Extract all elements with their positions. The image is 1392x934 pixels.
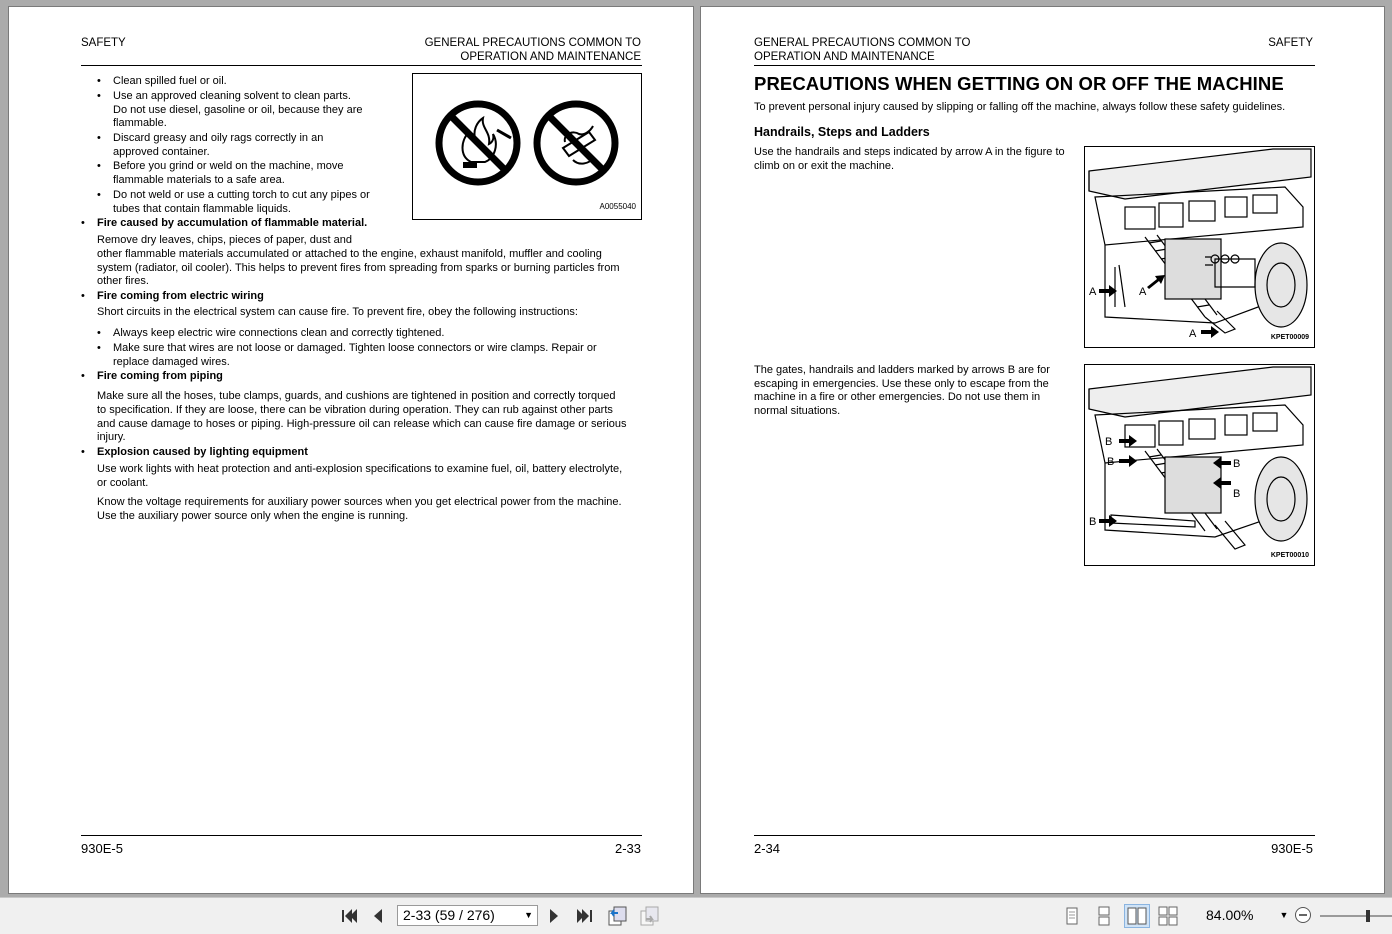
- next-view-icon[interactable]: [638, 905, 660, 927]
- page-title: PRECAUTIONS WHEN GETTING ON OR OFF THE MACHINE: [754, 73, 1284, 94]
- page-header-left: SAFETY: [81, 37, 126, 49]
- ladder-figure-b: [1084, 364, 1315, 566]
- paragraph-line: system (radiator, oil cooler). This helps to prevent fires from spreading from sparks or burning particles from: [97, 261, 620, 274]
- paragraph-line: other fires.: [97, 275, 149, 287]
- header-rule: [754, 65, 1315, 66]
- footer-page-number: 2-34: [754, 841, 781, 856]
- zoom-slider[interactable]: [1318, 907, 1392, 925]
- list-item: Do not use diesel, gasoline or oil, because they are: [113, 103, 363, 116]
- paragraph-line: machine in a fire or other emergencies. Do not use them in: [754, 391, 1041, 403]
- bullet: •: [97, 90, 101, 102]
- paragraph-line: Make sure all the hoses, tube clamps, guards, and cushions are tightened in position and correctly torqued: [97, 390, 616, 402]
- figure-code: KPET00010: [1270, 552, 1309, 559]
- list-item: Always keep electric wire connections clean and correctly tightened.: [113, 327, 445, 339]
- arrow-label: B: [1233, 458, 1241, 470]
- footer-model: 930E-5: [1271, 841, 1313, 856]
- truck-ladder-illustration: [1085, 147, 1314, 347]
- no-fire-figure: [412, 73, 642, 220]
- previous-page-icon[interactable]: [370, 907, 386, 925]
- bullet: •: [97, 327, 101, 339]
- paragraph-line: to specification. If they are loose, there can be vibration during operation. They can rub against other parts: [97, 404, 613, 416]
- paragraph-line: Remove dry leaves, chips, pieces of paper, dust and: [97, 234, 352, 246]
- next-page-icon[interactable]: [546, 907, 562, 925]
- header-line: GENERAL PRECAUTIONS COMMON TO: [754, 37, 971, 49]
- continuous-icon[interactable]: [1094, 906, 1114, 926]
- figure-code: A0055040: [599, 202, 636, 211]
- last-page-icon[interactable]: [575, 907, 595, 925]
- list-item: Discard greasy and oily rags correctly in an: [113, 132, 324, 144]
- pdf-toolbar: [0, 897, 1392, 934]
- list-item: flammable materials to a safe area.: [113, 173, 285, 186]
- bullet: •: [81, 370, 85, 382]
- right-page: [700, 6, 1385, 894]
- bullet: •: [97, 160, 101, 172]
- footer-model: 930E-5: [81, 841, 123, 856]
- page-header-right: SAFETY: [1268, 37, 1313, 49]
- zoom-level[interactable]: 84.00%: [1206, 907, 1254, 923]
- truck-escape-illustration: [1085, 365, 1314, 565]
- bullet: •: [97, 189, 101, 201]
- previous-view-icon[interactable]: [606, 905, 628, 927]
- section-heading: Fire coming from piping: [97, 370, 223, 382]
- intro-paragraph: To prevent personal injury caused by slipping or falling off the machine, always follow these safety guidelines.: [754, 101, 1286, 113]
- zoom-out-icon[interactable]: [1294, 906, 1312, 924]
- arrow-label: A: [1089, 286, 1097, 298]
- bullet: •: [81, 290, 85, 302]
- header-line: OPERATION AND MAINTENANCE: [460, 51, 641, 63]
- paragraph-line: other flammable materials accumulated or attached to the engine, exhaust manifold, muffler and cooling: [97, 248, 602, 260]
- footer-rule: [81, 835, 642, 836]
- list-item: Make sure that wires are not loose or damaged. Tighten loose connectors or wire clamps. Repair or: [113, 342, 597, 354]
- list-item: Clean spilled fuel or oil.: [113, 75, 227, 87]
- footer-page-number: 2-33: [614, 841, 641, 856]
- paragraph-line: or coolant.: [97, 476, 149, 489]
- paragraph-line: normal situations.: [754, 404, 841, 417]
- paragraph-line: and cause damage to hoses or piping. High-pressure oil can release which can cause fire damage or serious: [97, 417, 627, 430]
- first-page-icon[interactable]: [339, 907, 359, 925]
- page-number-field[interactable]: [397, 905, 538, 926]
- list-item: Use an approved cleaning solvent to clean parts.: [113, 90, 351, 102]
- bullet: •: [97, 342, 101, 354]
- ladder-figure-a: [1084, 146, 1315, 348]
- paragraph-line: Use the auxiliary power source only when the engine is running.: [97, 510, 409, 522]
- bullet: •: [81, 446, 85, 458]
- bullet: •: [97, 132, 101, 144]
- section-heading: Fire coming from electric wiring: [97, 290, 264, 302]
- bullet: •: [97, 75, 101, 87]
- paragraph-line: Know the voltage requirements for auxiliary power sources when you get electrical power from the machine.: [97, 496, 622, 508]
- paragraph-line: Short circuits in the electrical system can cause fire. To prevent fire, obey the following instructions:: [97, 306, 578, 318]
- page-header-right: [425, 36, 641, 64]
- list-item: replace damaged wires.: [113, 355, 230, 368]
- section-heading: Handrails, Steps and Ladders: [754, 125, 930, 139]
- header-rule: [81, 65, 642, 66]
- continuous-facing-icon[interactable]: [1158, 906, 1178, 926]
- chevron-down-icon[interactable]: ▼: [524, 910, 533, 920]
- header-line: GENERAL PRECAUTIONS COMMON TO: [424, 37, 641, 49]
- bullet: •: [81, 217, 85, 229]
- left-page: [8, 6, 694, 894]
- arrow-label: B: [1105, 436, 1113, 448]
- list-item: tubes that contain flammable liquids.: [113, 202, 291, 215]
- section-heading: Explosion caused by lighting equipment: [97, 446, 308, 458]
- figure-code: KPET00009: [1270, 334, 1309, 341]
- list-item: Do not weld or use a cutting torch to cut any pipes or: [113, 189, 370, 201]
- arrow-label: B: [1107, 456, 1115, 468]
- no-open-flame-icon: [413, 74, 641, 219]
- arrow-label: A: [1139, 286, 1147, 298]
- page-number-value: 2-33 (59 / 276): [403, 907, 495, 923]
- paragraph-line: The gates, handrails and ladders marked by arrows B are for: [754, 364, 1050, 376]
- arrow-label: B: [1233, 488, 1241, 500]
- paragraph-line: escaping in emergencies. Use these only to escape from the: [754, 377, 1049, 390]
- section-heading: Fire caused by accumulation of flammable material.: [97, 217, 368, 229]
- facing-pages-icon[interactable]: [1124, 904, 1150, 928]
- list-item: flammable.: [113, 117, 167, 129]
- paragraph-line: climb on or exit the machine.: [754, 159, 895, 172]
- arrow-label: A: [1189, 328, 1197, 340]
- list-item: approved container.: [113, 145, 210, 158]
- paragraph-line: Use work lights with heat protection and anti-explosion specifications to examine fuel, oil, battery electrolyte,: [97, 463, 623, 475]
- zoom-dropdown-icon[interactable]: ▼: [1279, 910, 1289, 920]
- single-page-icon[interactable]: [1062, 906, 1082, 926]
- list-item: Before you grind or weld on the machine, move: [113, 160, 344, 172]
- arrow-label: B: [1089, 516, 1097, 528]
- paragraph-line: Use the handrails and steps indicated by arrow A in the figure to: [754, 146, 1065, 158]
- paragraph-line: injury.: [97, 431, 126, 443]
- header-line: OPERATION AND MAINTENANCE: [754, 51, 935, 63]
- footer-rule: [754, 835, 1315, 836]
- page-header-left: [754, 36, 970, 64]
